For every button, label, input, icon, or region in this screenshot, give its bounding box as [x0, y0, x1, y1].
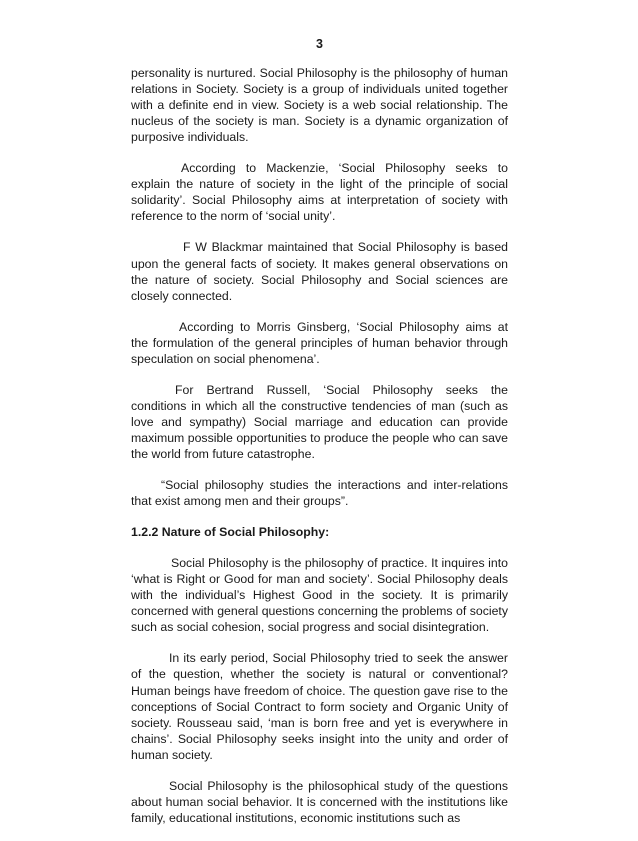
section-heading: 1.2.2 Nature of Social Philosophy:	[131, 525, 330, 540]
paragraph-russell: For Bertrand Russell, ‘Social Philosophy seeks the conditions in which all the constructive tendencies of man (such as love and sympathy) Social marriage and education can provide maximum possible opportunities to produce the people who can save the world from future catastrophe.	[131, 382, 508, 461]
paragraph-blackmar: F W Blackmar maintained that Social Philosophy is based upon the general facts of society. It makes general observations on the nature of society. Social Philosophy and Social sciences are closely connected.	[131, 240, 508, 303]
paragraph-quote: “Social philosophy studies the interactions and inter-relations that exist among men and their groups”.	[131, 478, 508, 509]
paragraph-early-period: In its early period, Social Philosophy tried to seek the answer of the question, whether the society is natural or conventional? Human beings have freedom of choice. The question gave rise to the conceptions of Social Contract to form society and Organic Unity of society. Rousseau said, ‘man is born free and yet is everywhere in chains’. Social Philosophy seeks insight into the unity and order of human society.	[131, 651, 508, 762]
document-page	[131, 36, 508, 841]
page-number: 3	[316, 37, 323, 51]
paragraph-society-definition: personality is nurtured. Social Philosophy is the philosophy of human relations in Society. Society is a group of individuals united together with a definite end in view. Society is a web social relationship. The nucleus of the society is man. Society is a dynamic organization of purposive individuals.	[131, 66, 508, 145]
paragraph-philosophy-of-practice: Social Philosophy is the philosophy of practice. It inquires into ‘what is Right or Good for man and society’. Social Philosophy deals with the individual’s Highest Good in the society. It is primarily concerned with general questions concerning the problems of society such as social cohesion, social progress and social disintegration.	[131, 556, 508, 635]
paragraph-philosophical-study: Social Philosophy is the philosophical study of the questions about human social behavior. It is concerned with the institutions like family, educational institutions, economic institutions such as	[131, 778, 508, 825]
paragraph-mackenzie: According to Mackenzie, ‘Social Philosophy seeks to explain the nature of society in the light of the principle of social solidarity’. Social Philosophy aims at interpretation of society with reference to the norm of ‘social unity’.	[131, 161, 508, 224]
paragraph-ginsberg: According to Morris Ginsberg, ‘Social Philosophy aims at the formulation of the general principles of human behavior through speculation on social phenomena’.	[131, 319, 508, 366]
